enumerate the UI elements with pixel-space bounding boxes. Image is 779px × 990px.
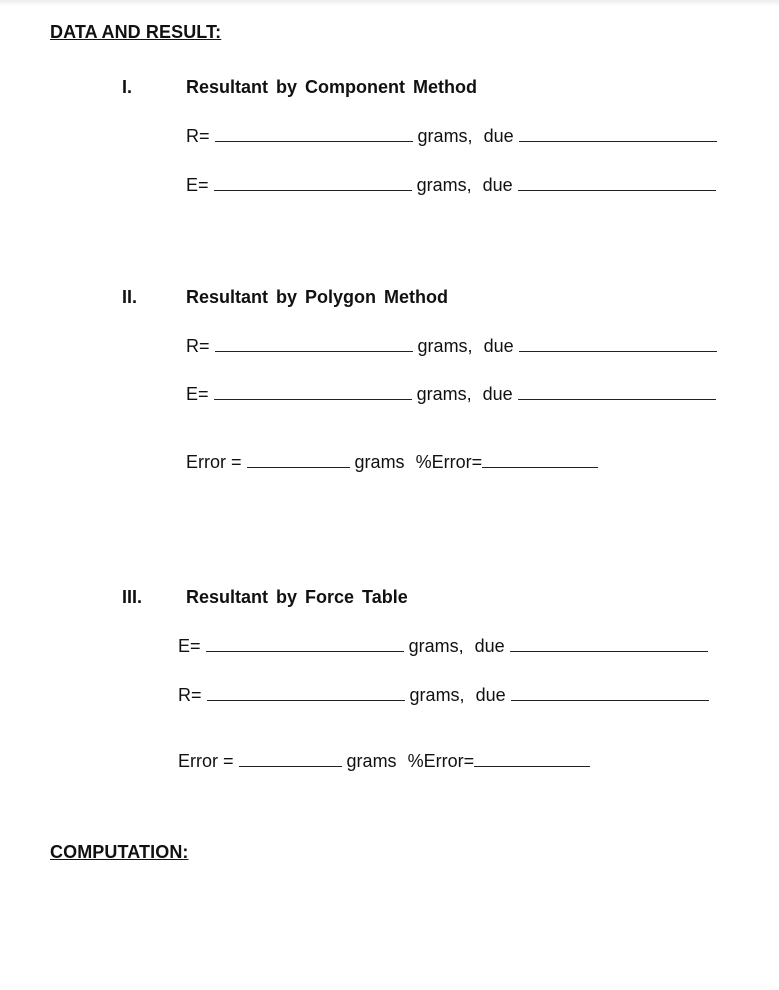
page-top-edge: [0, 0, 779, 6]
percent-error-label: %Error=: [407, 751, 475, 771]
error-grams-label: grams: [354, 452, 405, 472]
due-direction-blank[interactable]: [518, 176, 716, 191]
due-direction-blank[interactable]: [518, 385, 716, 400]
section-2-title: Resultant by Polygon Method: [186, 287, 449, 307]
section-1-e-row: [186, 175, 716, 196]
due-label: due: [483, 126, 514, 146]
error-label: Error =: [178, 751, 234, 771]
e-label: E=: [186, 175, 209, 195]
r-label: R=: [186, 126, 210, 146]
r-label: R=: [186, 336, 210, 356]
r-value-blank[interactable]: [215, 337, 413, 352]
r-value-blank[interactable]: [215, 127, 413, 142]
computation-heading: COMPUTATION:: [50, 842, 189, 862]
due-label: due: [475, 685, 506, 705]
due-direction-blank[interactable]: [510, 637, 708, 652]
section-3-r-row: [178, 685, 709, 706]
error-value-blank[interactable]: [247, 453, 350, 468]
grams-label: grams,: [417, 336, 473, 356]
error-grams-label: grams: [346, 751, 397, 771]
section-3-e-row: [178, 636, 708, 657]
e-value-blank[interactable]: [206, 637, 404, 652]
section-1-title: Resultant by Component Method: [186, 77, 477, 97]
grams-label: grams,: [417, 126, 473, 146]
grams-label: grams,: [409, 685, 465, 705]
due-direction-blank[interactable]: [519, 127, 717, 142]
due-label: due: [482, 175, 513, 195]
grams-label: grams,: [408, 636, 464, 656]
section-2-r-row: [186, 336, 717, 357]
section-1-r-row: [186, 126, 717, 147]
data-and-result-heading: DATA AND RESULT:: [50, 22, 222, 42]
due-label: due: [474, 636, 505, 656]
grams-label: grams,: [416, 175, 472, 195]
e-value-blank[interactable]: [214, 176, 412, 191]
percent-error-blank[interactable]: [482, 453, 598, 468]
error-value-blank[interactable]: [239, 752, 342, 767]
e-label: E=: [178, 636, 201, 656]
grams-label: grams,: [416, 384, 472, 404]
due-label: due: [482, 384, 513, 404]
e-label: E=: [186, 384, 209, 404]
section-1-number: I.: [122, 77, 133, 97]
due-direction-blank[interactable]: [519, 337, 717, 352]
section-3-title: Resultant by Force Table: [186, 587, 408, 607]
section-2-e-row: [186, 384, 716, 405]
r-value-blank[interactable]: [207, 686, 405, 701]
section-3-error-row: [178, 751, 590, 772]
percent-error-blank[interactable]: [474, 752, 590, 767]
due-label: due: [483, 336, 514, 356]
section-3-number: III.: [122, 587, 143, 607]
section-2-number: II.: [122, 287, 138, 307]
e-value-blank[interactable]: [214, 385, 412, 400]
percent-error-label: %Error=: [415, 452, 483, 472]
due-direction-blank[interactable]: [511, 686, 709, 701]
section-2-error-row: [186, 452, 598, 473]
error-label: Error =: [186, 452, 242, 472]
r-label: R=: [178, 685, 202, 705]
